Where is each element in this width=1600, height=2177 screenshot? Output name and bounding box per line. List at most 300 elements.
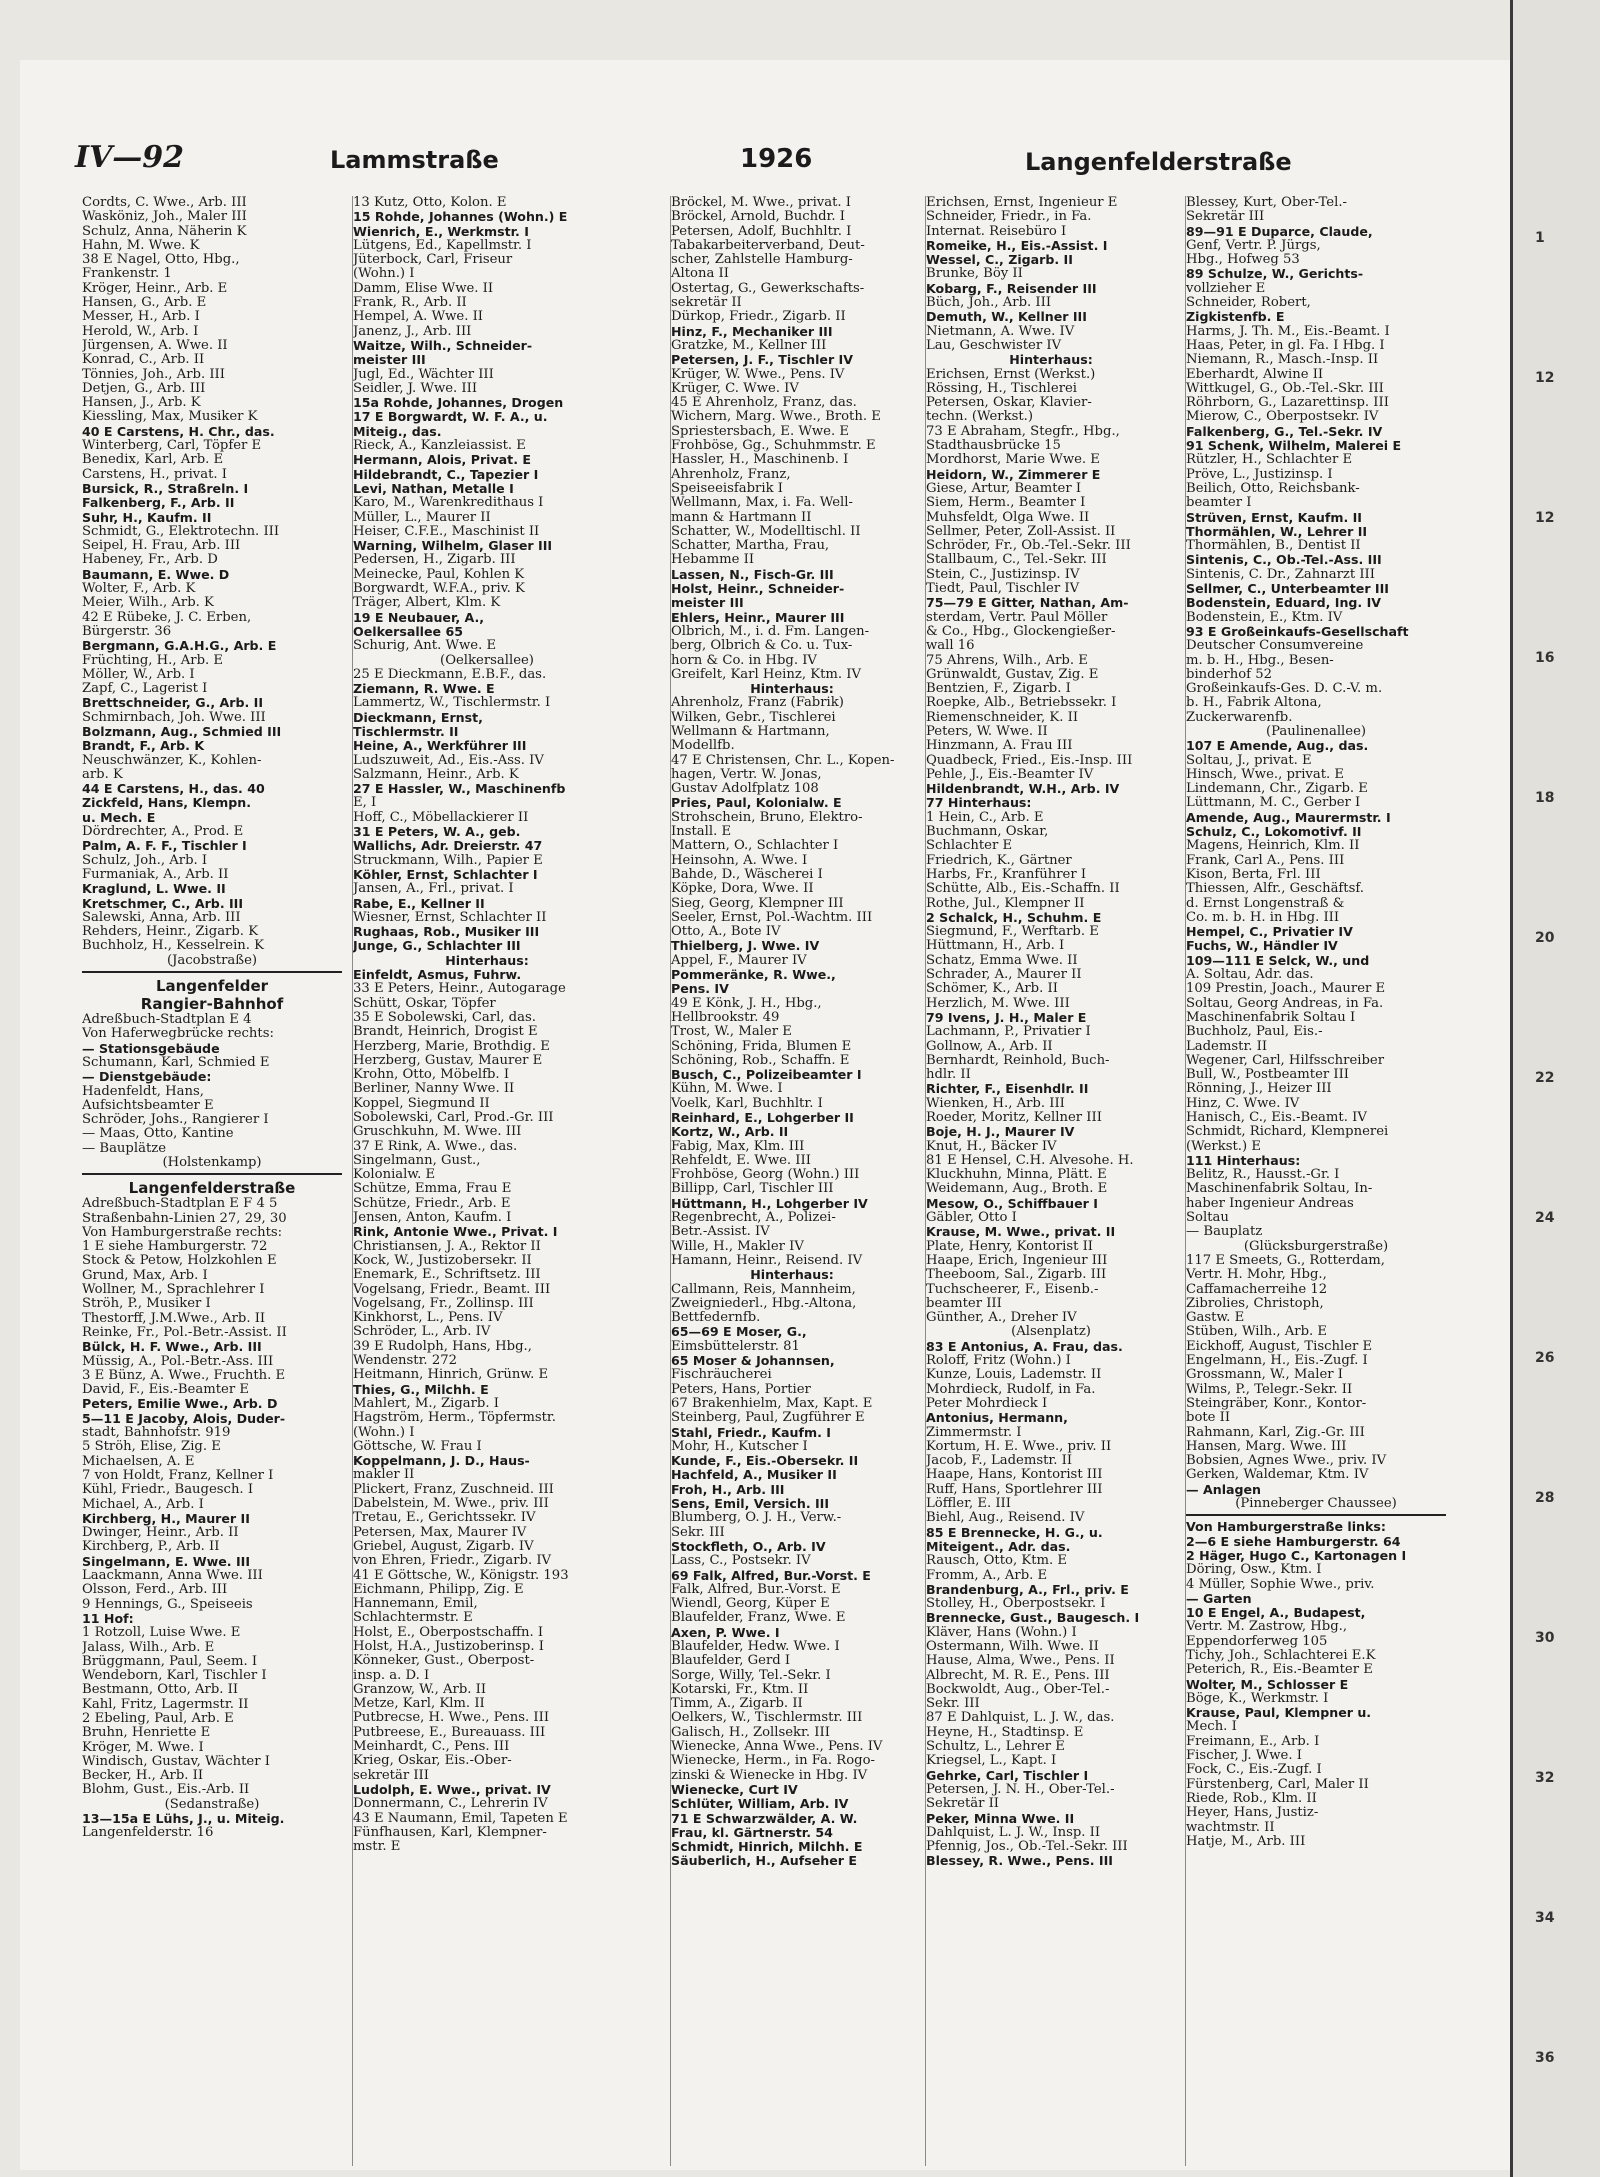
directory-entry: Furmaniak, A., Arb. II	[82, 867, 229, 882]
column-3	[670, 196, 913, 2166]
directory-entry: Freimann, E., Arb. I	[1186, 1734, 1320, 1749]
directory-entry: Vertr. M. Zastrow, Hbg.,	[1186, 1620, 1348, 1635]
adjacent-page-number: 36	[1535, 2050, 1555, 2066]
column-5	[1185, 196, 1446, 2166]
directory-entry: Hinsch, Wwe., privat. E	[1186, 767, 1345, 782]
directory-entry: Ludolph, E. Wwe., privat. IV	[353, 1782, 551, 1797]
directory-entry: Gerken, Waldemar, Ktm. IV	[1186, 1468, 1369, 1483]
directory-entry: A. Soltau, Adr. das.	[1186, 968, 1314, 983]
directory-entry: Hbg., Hofweg 53	[1186, 253, 1300, 268]
directory-entry: Peterich, R., Eis.-Beamter E	[1186, 1663, 1373, 1678]
directory-entry: Ruff, Hans, Sportlehrer III	[926, 1482, 1103, 1497]
directory-entry: Bahde, D., Wäscherei I	[671, 867, 823, 882]
directory-entry: 93 E Großeinkaufs-Gesellschaft	[1186, 624, 1409, 639]
directory-entry: Brandenburg, A., Frl., priv. E	[926, 1582, 1129, 1597]
directory-entry: 13—15a E Lühs, J., u. Miteig.	[82, 1812, 285, 1827]
directory-entry: Grossmann, W., Maler I	[1186, 1368, 1343, 1383]
directory-entry: Baumann, E. Wwe. D	[82, 567, 230, 582]
directory-entry: Plickert, Franz, Zuschneid. III	[353, 1482, 554, 1497]
directory-entry: Stallbaum, C., Tel.-Sekr. III	[926, 553, 1107, 568]
directory-entry: Brunke, Böy II	[926, 267, 1023, 282]
directory-entry: horn & Co. in Hbg. IV	[671, 653, 817, 668]
directory-entry: Deutscher Consumvereine	[1186, 639, 1364, 654]
directory-entry: Theeboom, Sal., Zigarb. III	[926, 1268, 1107, 1283]
directory-entry: Bergmann, G.A.H.G., Arb. E	[82, 639, 277, 654]
directory-entry: Eimsbüttelerstr. 81	[671, 1339, 800, 1354]
directory-entry: Schlachter E	[926, 839, 1013, 854]
directory-entry: Reinhard, E., Lohgerber II	[671, 1111, 854, 1125]
directory-entry: Wienecke, Anna Wwe., Pens. IV	[671, 1740, 883, 1755]
directory-entry: Jacob, F., Lademstr. II	[926, 1454, 1073, 1469]
directory-entry: vollzieher E	[1186, 281, 1266, 296]
directory-entry: Kison, Berta, Frl. III	[1186, 867, 1321, 882]
directory-entry: Bolzmann, Aug., Schmied III	[82, 724, 282, 739]
directory-entry: m. b. H., Hbg., Besen-	[1186, 653, 1334, 668]
adjacent-page-number: 1	[1535, 230, 1545, 246]
directory-entry: 33 E Peters, Heinr., Autogarage	[353, 982, 566, 997]
directory-entry: mann & Hartmann II	[671, 510, 812, 525]
directory-entry: Hahn, M. Wwe. K	[82, 238, 200, 253]
directory-entry: Krieg, Oskar, Eis.-Ober-	[353, 1754, 512, 1769]
directory-entry: Blaufelder, Franz, Wwe. E	[671, 1611, 846, 1626]
directory-entry: Michaelsen, A. E	[82, 1454, 195, 1469]
directory-entry: sterdam, Vertr. Paul Möller	[926, 610, 1108, 625]
directory-entry: Döring, Osw., Ktm. I	[1186, 1563, 1322, 1578]
directory-entry: Kraglund, L. Wwe. II	[82, 882, 226, 897]
directory-entry: Schöning, Rob., Schaffn. E	[671, 1053, 850, 1068]
section-rule	[82, 1173, 342, 1175]
directory-entry: Gratzke, M., Kellner III	[671, 338, 827, 353]
directory-entry: Tiedt, Paul, Tischler IV	[926, 582, 1080, 597]
directory-entry: Schmirnbach, Joh. Wwe. III	[82, 710, 266, 725]
directory-entry: Bursick, R., Straßreln. I	[82, 481, 249, 496]
directory-entry: Gollnow, A., Arb. II	[926, 1039, 1053, 1054]
directory-entry: Palm, A. F. F., Tischler I	[82, 839, 247, 854]
directory-entry: Kiessling, Max, Musiker K	[82, 410, 258, 425]
directory-entry: Kirchberg, P., Arb. II	[82, 1540, 220, 1555]
column-1	[82, 196, 342, 2166]
directory-entry: Heinsohn, A. Wwe. I	[671, 853, 808, 868]
directory-entry: Schneider, Robert,	[1186, 296, 1311, 311]
directory-entry: Bobsien, Agnes Wwe., priv. IV	[1186, 1454, 1387, 1469]
directory-entry: Koppelmann, J. D., Haus-	[353, 1454, 530, 1469]
directory-entry: Erichsen, Ernst, Ingenieur E	[926, 196, 1118, 210]
directory-entry: 44 E Carstens, H., das. 40	[82, 782, 265, 797]
directory-entry: Konrad, C., Arb. II	[82, 353, 205, 368]
directory-entry: (Pinneberger Chaussee)	[1235, 1497, 1397, 1512]
directory-entry: Wille, H., Makler IV	[671, 1239, 804, 1254]
directory-entry: Romeike, H., Eis.-Assist. I	[926, 238, 1108, 253]
directory-entry: 13 Kutz, Otto, Kolon. E	[353, 196, 507, 210]
directory-entry: 71 E Schwarzwälder, A. W.	[671, 1811, 858, 1826]
directory-entry: Schatz, Emma Wwe. II	[926, 953, 1078, 968]
directory-entry: — Maas, Otto, Kantine	[82, 1127, 234, 1142]
directory-entry: Wienrich, E., Werkmstr. I	[353, 224, 529, 239]
directory-entry: berg, Olbrich & Co. u. Tux-	[671, 639, 853, 654]
directory-entry: Krohn, Otto, Möbelfb. I	[353, 1068, 510, 1083]
directory-entry: Meinhardt, C., Pens. III	[353, 1740, 510, 1755]
directory-entry: 89—91 E Duparce, Claude,	[1186, 224, 1373, 239]
directory-entry: beamter I	[1186, 496, 1252, 511]
directory-entry: Voelk, Karl, Buchhltr. I	[671, 1096, 823, 1111]
directory-entry: Jürgensen, A. Wwe. II	[82, 338, 228, 353]
directory-entry: Otto, A., Bote IV	[671, 925, 781, 940]
directory-entry: Jansen, A., Frl., privat. I	[353, 882, 514, 897]
directory-entry: Brandt, F., Arb. K	[82, 739, 205, 754]
directory-entry: Wolter, M., Schlosser E	[1186, 1677, 1349, 1692]
directory-entry: Hause, Alma, Wwe., Pens. II	[926, 1654, 1115, 1669]
directory-entry: Pedersen, H., Zigarb. III	[353, 553, 516, 568]
directory-entry: Sellmer, C., Unterbeamter III	[1186, 582, 1389, 597]
directory-entry: Koppel, Siegmund II	[353, 1096, 490, 1111]
directory-entry: Dabelstein, M. Wwe., priv. III	[353, 1497, 549, 1512]
directory-entry: Junge, G., Schlachter III	[353, 939, 521, 954]
directory-entry: von Ehren, Friedr., Zigarb. IV	[353, 1554, 552, 1569]
directory-entry: Hachfeld, A., Musiker II	[671, 1468, 837, 1483]
directory-entry: 109—111 E Selck, W., und	[1186, 953, 1370, 968]
directory-entry: Pries, Paul, Kolonialw. E	[671, 796, 842, 811]
directory-entry: Schmidt, G., Elektrotechn. III	[82, 524, 280, 539]
directory-entry: Fürstenberg, Carl, Maler II	[1186, 1777, 1369, 1792]
directory-entry: Schütte, Alb., Eis.-Schaffn. II	[926, 882, 1120, 897]
directory-entry: Giese, Artur, Beamter I	[926, 481, 1082, 496]
directory-entry: Bruhn, Henriette E	[82, 1726, 211, 1741]
directory-entry: Olbrich, M., i. d. Fm. Langen-	[671, 624, 870, 639]
directory-entry: Meier, Wilh., Arb. K	[82, 596, 214, 611]
directory-entry: Krüger, W. Wwe., Pens. IV	[671, 367, 845, 382]
directory-entry: Stadthausbrücke 15	[926, 439, 1061, 454]
directory-entry: Co. m. b. H. in Hbg. III	[1186, 910, 1340, 925]
directory-entry: Schütt, Oskar, Töpfer	[353, 996, 496, 1011]
directory-entry: Ziemann, R. Wwe. E	[353, 682, 495, 697]
directory-entry: Göttsche, W. Frau I	[353, 1439, 482, 1454]
directory-entry: Buchholz, H., Kesselrein. K	[82, 939, 265, 954]
directory-entry: 81 E Hensel, C.H. Alvesohe. H.	[926, 1153, 1134, 1168]
directory-entry: Borgwardt, W.F.A., priv. K	[353, 582, 525, 597]
directory-entry: Damm, Elise Wwe. II	[353, 281, 494, 296]
directory-entry: Löffler, E. III	[926, 1497, 1011, 1512]
directory-entry: Enemark, E., Schriftsetz. III	[353, 1268, 541, 1283]
directory-entry: Schultz, L., Lehrer E	[926, 1740, 1065, 1755]
directory-entry: 45 E Ahrenholz, Franz, das.	[671, 396, 857, 411]
directory-entry: Hanisch, C., Eis.-Beamt. IV	[1186, 1111, 1367, 1125]
directory-entry: Dördrechter, A., Prod. E	[82, 825, 244, 840]
directory-entry: E, I	[353, 796, 377, 811]
directory-entry: Altona II	[671, 267, 729, 282]
directory-entry: Bürgerstr. 36	[82, 624, 172, 639]
directory-entry: Schulz, C., Lokomotivf. II	[1186, 825, 1362, 840]
directory-entry: Straßenbahn-Linien 27, 29, 30	[82, 1211, 287, 1226]
directory-entry: Hadenfeldt, Hans,	[82, 1084, 204, 1099]
directory-entry: Bülck, H. F. Wwe., Arb. III	[82, 1340, 262, 1355]
directory-entry: Riede, Rob., Klm. II	[1186, 1791, 1317, 1806]
directory-entry: Zapf, C., Lagerist I	[82, 682, 208, 697]
directory-entry: mstr. E	[353, 1840, 401, 1855]
directory-entry: Könneker, Gust., Oberpost-	[353, 1654, 535, 1669]
directory-entry: Schlachtermstr. E	[353, 1611, 473, 1626]
directory-entry: Winterberg, Carl, Töpfer E	[82, 439, 262, 454]
directory-entry: Frohböse, Gg., Schuhmmstr. E	[671, 439, 876, 454]
directory-entry: Herzberg, Marie, Brothdig. E	[353, 1039, 550, 1054]
directory-entry: Regenbrecht, A., Polizei-	[671, 1211, 836, 1226]
directory-entry: Miteig., das.	[353, 424, 442, 439]
section-heading: Langenfelder	[155, 977, 269, 996]
directory-entry: Wegener, Carl, Hilfsschreiber	[1186, 1053, 1385, 1068]
directory-entry: Bentzien, F., Zigarb. I	[926, 682, 1071, 697]
directory-entry: Harms, J. Th. M., Eis.-Beamt. I	[1186, 324, 1390, 339]
directory-entry: Metze, Karl, Klm. II	[353, 1697, 485, 1712]
directory-entry: Fuchs, W., Händler IV	[1186, 939, 1338, 954]
directory-entry: Rieck, A., Kanzleiassist. E	[353, 439, 526, 454]
directory-entry: Richter, F., Eisenhdlr. II	[926, 1082, 1089, 1097]
directory-entry: Sintenis, C. Dr., Zahnarzt III	[1186, 567, 1375, 582]
directory-entry: Kretschmer, C., Arb. III	[82, 896, 244, 911]
directory-entry: (Wohn.) I	[353, 1425, 415, 1440]
directory-entry: Berliner, Nanny Wwe. II	[353, 1082, 515, 1097]
directory-entry: Petersen, Adolf, Buchhltr. I	[671, 224, 852, 239]
directory-entry: Bröckel, M. Wwe., privat. I	[671, 196, 851, 210]
page-header	[75, 140, 1292, 184]
directory-entry: Sekr. III	[926, 1697, 980, 1712]
directory-entry: Kröger, Heinr., Arb. E	[82, 281, 228, 296]
directory-entry: Ahrenholz, Franz (Fabrik)	[671, 696, 844, 711]
directory-entry: Betr.-Assist. IV	[671, 1225, 770, 1240]
directory-entry: Kläver, Hans (Wohn.) I	[926, 1625, 1077, 1640]
directory-entry: Strohschein, Bruno, Elektro-	[671, 810, 863, 825]
directory-entry: sekretär II	[671, 296, 742, 311]
directory-entry: 17 E Borgwardt, W. F. A., u.	[353, 410, 548, 425]
directory-entry: Boje, H. J., Maurer IV	[926, 1125, 1075, 1140]
directory-entry: Buchholz, Paul, Eis.-	[1186, 1025, 1323, 1040]
directory-entry: Speiseeisfabrik I	[671, 481, 783, 496]
directory-entry: Stüben, Wilh., Arb. E	[1186, 1325, 1328, 1340]
directory-entry: — Bauplätze	[82, 1141, 166, 1156]
directory-entry: Putbrecse, H. Wwe., Pens. III	[353, 1711, 550, 1726]
directory-entry: Rughaas, Rob., Musiker III	[353, 925, 540, 940]
directory-entry: Lammertz, W., Tischlermstr. I	[353, 696, 551, 711]
directory-entry: Kotarski, Fr., Ktm. II	[671, 1682, 809, 1697]
directory-entry: 41 E Göttsche, W., Königstr. 193	[353, 1568, 569, 1583]
directory-entry: Thielberg, J. Wwe. IV	[671, 939, 820, 954]
directory-entry: Hellbrookstr. 49	[671, 1010, 780, 1025]
directory-entry: (Holstenkamp)	[162, 1156, 262, 1170]
directory-entry: Putbreese, E., Bureauass. III	[353, 1725, 546, 1740]
directory-entry: Von Hamburgerstraße rechts:	[82, 1225, 283, 1240]
directory-entry: Bockwoldt, Aug., Ober-Tel.-	[926, 1682, 1110, 1697]
directory-entry: Sekretär II	[926, 1797, 1000, 1812]
directory-entry: Schütze, Emma, Frau E	[353, 1182, 512, 1197]
directory-entry: Büch, Joh., Arb. III	[926, 296, 1052, 311]
directory-entry: Herzlich, M. Wwe. III	[926, 996, 1070, 1011]
directory-entry: techn. (Werkst.)	[926, 410, 1033, 425]
directory-entry: Lütgens, Ed., Kapellmstr. I	[353, 238, 532, 253]
adjacent-page-number: 34	[1535, 1910, 1555, 1926]
directory-entry: Steingräber, Konr., Kontor-	[1186, 1396, 1367, 1411]
directory-entry: 67 Brakenhielm, Max, Kapt. E	[671, 1396, 873, 1411]
directory-entry: Wichern, Marg. Wwe., Broth. E	[671, 410, 881, 425]
directory-entry: Soltau	[1186, 1211, 1229, 1226]
directory-entry: 49 E Könk, J. H., Hbg.,	[671, 996, 822, 1011]
directory-entry: Busch, C., Polizeibeamter I	[671, 1068, 862, 1083]
directory-entry: Krause, Paul, Klempner u.	[1186, 1706, 1372, 1721]
directory-entry: Hinterhaus:	[750, 1268, 834, 1283]
directory-entry: Internat. Reisebüro I	[926, 224, 1067, 239]
directory-entry: Friedrich, K., Gärtner	[926, 853, 1072, 868]
directory-entry: Hempel, C., Privatier IV	[1186, 925, 1353, 940]
directory-entry: Griebel, August, Zigarb. IV	[353, 1539, 534, 1554]
directory-entry: Lüttmann, M. C., Gerber I	[1186, 796, 1361, 811]
directory-entry: Pröve, L., Justizinsp. I	[1186, 467, 1333, 482]
directory-entry: Weidemann, Aug., Broth. E	[926, 1182, 1108, 1197]
directory-entry: Pfennig, Jos., Ob.-Tel.-Sekr. III	[926, 1840, 1128, 1855]
directory-entry: Früchting, H., Arb. E	[82, 653, 224, 668]
directory-entry: 83 E Antonius, A. Frau, das.	[926, 1339, 1123, 1354]
directory-entry: insp. a. D. I	[353, 1668, 430, 1683]
directory-entry: Köpke, Dora, Wwe. II	[671, 882, 814, 897]
directory-entry: Hinz, C. Wwe. IV	[1186, 1096, 1300, 1111]
directory-entry: Blumberg, O. J. H., Verw.-	[671, 1511, 842, 1526]
left-street-heading: Lammstraße	[330, 146, 499, 174]
adjacent-page-number: 22	[1535, 1070, 1555, 1086]
directory-entry: Rausch, Otto, Ktm. E	[926, 1554, 1068, 1569]
directory-entry: (Sedanstraße)	[164, 1797, 260, 1812]
directory-entry: Aufsichtsbeamter E	[82, 1098, 214, 1113]
directory-entry: & Co., Hbg., Glockengießer-	[926, 624, 1116, 639]
directory-entry: Wendeborn, Karl, Tischler I	[82, 1669, 267, 1684]
directory-entry: Hüttmann, H., Lohgerber IV	[671, 1196, 868, 1211]
directory-entry: Fischer, J. Wwe. I	[1186, 1749, 1302, 1764]
adjacent-page-number: 24	[1535, 1210, 1555, 1226]
directory-entry: Fromm, A., Arb. E	[926, 1568, 1048, 1583]
directory-entry: Heyne, H., Stadtinsp. E	[926, 1725, 1084, 1740]
directory-entry: Hinterhaus:	[1009, 353, 1093, 368]
directory-entry: Albrecht, M. R. E., Pens. III	[926, 1668, 1110, 1683]
directory-entry: Rothe, Jul., Klempner II	[926, 896, 1085, 911]
directory-entry: Bettfedernfb.	[671, 1311, 761, 1326]
directory-entry: Säuberlich, H., Aufseher E	[671, 1854, 857, 1869]
directory-entry: 79 Ivens, J. H., Maler E	[926, 1010, 1087, 1025]
directory-entry: Hassler, H., Maschinenb. I	[671, 453, 849, 468]
directory-entry: Wendenstr. 272	[353, 1354, 457, 1369]
directory-entry: b. H., Fabrik Altona,	[1186, 696, 1322, 711]
directory-entry: Siem, Herm., Beamter I	[926, 496, 1086, 511]
directory-entry: Quadbeck, Fried., Eis.-Insp. III	[926, 753, 1133, 768]
adjacent-page-number: 12	[1535, 510, 1555, 526]
directory-entry: Carstens, H., privat. I	[82, 467, 228, 482]
directory-entry: — Bauplatz	[1186, 1225, 1263, 1240]
directory-entry: Karo, M., Warenkredithaus I	[353, 496, 544, 511]
directory-entry: Sens, Emil, Versich. III	[671, 1497, 830, 1512]
directory-entry: Pens. IV	[671, 982, 729, 997]
directory-entry: hdlr. II	[926, 1068, 971, 1083]
directory-entry: Müssig, A., Pol.-Betr.-Ass. III	[82, 1354, 274, 1369]
directory-entry: Wolter, F., Arb. K	[82, 582, 196, 597]
directory-entry: Hempel, A. Wwe. II	[353, 310, 484, 325]
directory-entry: Thiessen, Alfr., Geschäftsf.	[1186, 882, 1364, 897]
directory-entry: Wellmann & Hartmann,	[671, 724, 830, 739]
directory-entry: — Stationsgebäude	[82, 1041, 220, 1056]
directory-entry: 2—6 E siehe Hamburgerstr. 64	[1186, 1534, 1401, 1549]
year-heading: 1926	[740, 144, 813, 174]
directory-entry: Axen, P. Wwe. I	[671, 1625, 780, 1640]
directory-entry: Peter Mohrdieck I	[926, 1396, 1048, 1411]
directory-entry: meister III	[671, 596, 744, 611]
directory-entry: Appel, F., Maurer IV	[671, 953, 807, 968]
directory-entry: Hildenbrandt, W.H., Arb. IV	[926, 782, 1120, 797]
directory-entry: zinski & Wienecke in Hbg. IV	[671, 1768, 868, 1783]
directory-entry: Petersen, J. N. H., Ober-Tel.-	[926, 1782, 1115, 1797]
directory-entry: Zickfeld, Hans, Klempn.	[82, 796, 251, 811]
directory-entry: Greifelt, Karl Heinz, Ktm. IV	[671, 667, 861, 682]
directory-entry: (Paulinenallee)	[1265, 724, 1367, 739]
directory-entry: Tabakarbeiterverband, Deut-	[671, 238, 865, 253]
directory-entry: Fock, C., Eis.-Zugf. I	[1186, 1763, 1322, 1778]
directory-entry: Schatter, Martha, Frau,	[671, 539, 830, 554]
directory-entry: Schmidt, Hinrich, Milchh. E	[671, 1840, 863, 1855]
directory-entry: Blessey, Kurt, Ober-Tel.-	[1186, 196, 1347, 210]
directory-entry: Spriestersbach, E. Wwe. E	[671, 424, 849, 439]
directory-entry: Siegmund, F., Werftarb. E	[926, 925, 1099, 940]
directory-entry: Röhrborn, G., Lazarettinsp. III	[1186, 396, 1389, 411]
directory-entry: Hildebrandt, C., Tapezier I	[353, 467, 539, 482]
directory-entry: Jüterbock, Carl, Friseur	[353, 253, 513, 268]
directory-entry: Frohböse, Georg (Wohn.) III	[671, 1168, 860, 1183]
directory-entry: Mohr, H., Kutscher I	[671, 1439, 808, 1454]
directory-entry: Frankenstr. 1	[82, 267, 172, 282]
directory-entry: Gastw. E	[1186, 1311, 1245, 1326]
directory-entry: 47 E Christensen, Chr. L., Kopen-	[671, 753, 895, 768]
directory-entry: Peters, Emilie Wwe., Arb. D	[82, 1397, 278, 1412]
directory-entry: Gäbler, Otto I	[926, 1211, 1017, 1226]
section-heading: Langenfelderstraße	[128, 1179, 296, 1198]
directory-entry: 4 Müller, Sophie Wwe., priv.	[1186, 1577, 1375, 1592]
directory-entry: Oelkersallee 65	[353, 624, 463, 639]
directory-entry: Brettschneider, G., Arb. II	[82, 696, 264, 711]
directory-entry: Hamann, Heinr., Reisend. IV	[671, 1253, 863, 1268]
directory-entry: Thestorff, J.M.Wwe., Arb. II	[82, 1311, 266, 1326]
directory-entry: Niemann, R., Masch.-Insp. II	[1186, 353, 1379, 368]
directory-entry: Ostermann, Wilh. Wwe. II	[926, 1639, 1099, 1654]
directory-entry: Hebamme II	[671, 553, 755, 568]
directory-entry: Steinberg, Paul, Zugführer E	[671, 1411, 865, 1426]
directory-entry: Wienken, H., Arb. III	[926, 1096, 1065, 1111]
directory-entry: Bull, W., Postbeamter III	[1186, 1068, 1350, 1083]
directory-entry: haber Ingenieur Andreas	[1186, 1196, 1354, 1211]
directory-entry: Rehders, Heinr., Zigarb. K	[82, 925, 259, 940]
directory-entry: Ludszuweit, Ad., Eis.-Ass. IV	[353, 753, 544, 768]
directory-entry: 38 E Nagel, Otto, Hbg.,	[82, 253, 240, 268]
directory-entry: Schütze, Friedr., Arb. E	[353, 1196, 511, 1211]
directory-entry: Wiesner, Ernst, Schlachter II	[353, 910, 547, 925]
directory-entry: Heitmann, Hinrich, Grünw. E	[353, 1368, 549, 1383]
directory-entry: Dieckmann, Ernst,	[353, 710, 483, 725]
directory-entry: Sobolewski, Carl, Prod.-Gr. III	[353, 1111, 554, 1125]
directory-entry: Plate, Henry, Kontorist II	[926, 1239, 1093, 1254]
directory-entry: Ehlers, Heinr., Maurer III	[671, 610, 845, 625]
directory-entry: Wessel, C., Zigarb. II	[926, 253, 1073, 268]
directory-entry: Von Hamburgerstraße links:	[1186, 1520, 1386, 1535]
directory-entry: Grund, Max, Arb. I	[82, 1268, 208, 1283]
directory-entry: Zibrolies, Christoph,	[1186, 1296, 1324, 1311]
directory-entry: Schmidt, Richard, Klempnerei	[1186, 1125, 1389, 1140]
directory-entry: 40 E Carstens, H. Chr., das.	[82, 424, 275, 439]
directory-entry: Eichmann, Philipp, Zig. E	[353, 1582, 524, 1597]
directory-entry: Kriegsel, L., Kapt. I	[926, 1754, 1057, 1769]
directory-entry: Jensen, Anton, Kaufm. I	[353, 1211, 512, 1226]
directory-entry: 5 Ströh, Elise, Zig. E	[82, 1440, 221, 1455]
directory-entry: Pommeränke, R. Wwe.,	[671, 968, 836, 983]
directory-entry: Magens, Heinrich, Klm. II	[1186, 839, 1360, 854]
